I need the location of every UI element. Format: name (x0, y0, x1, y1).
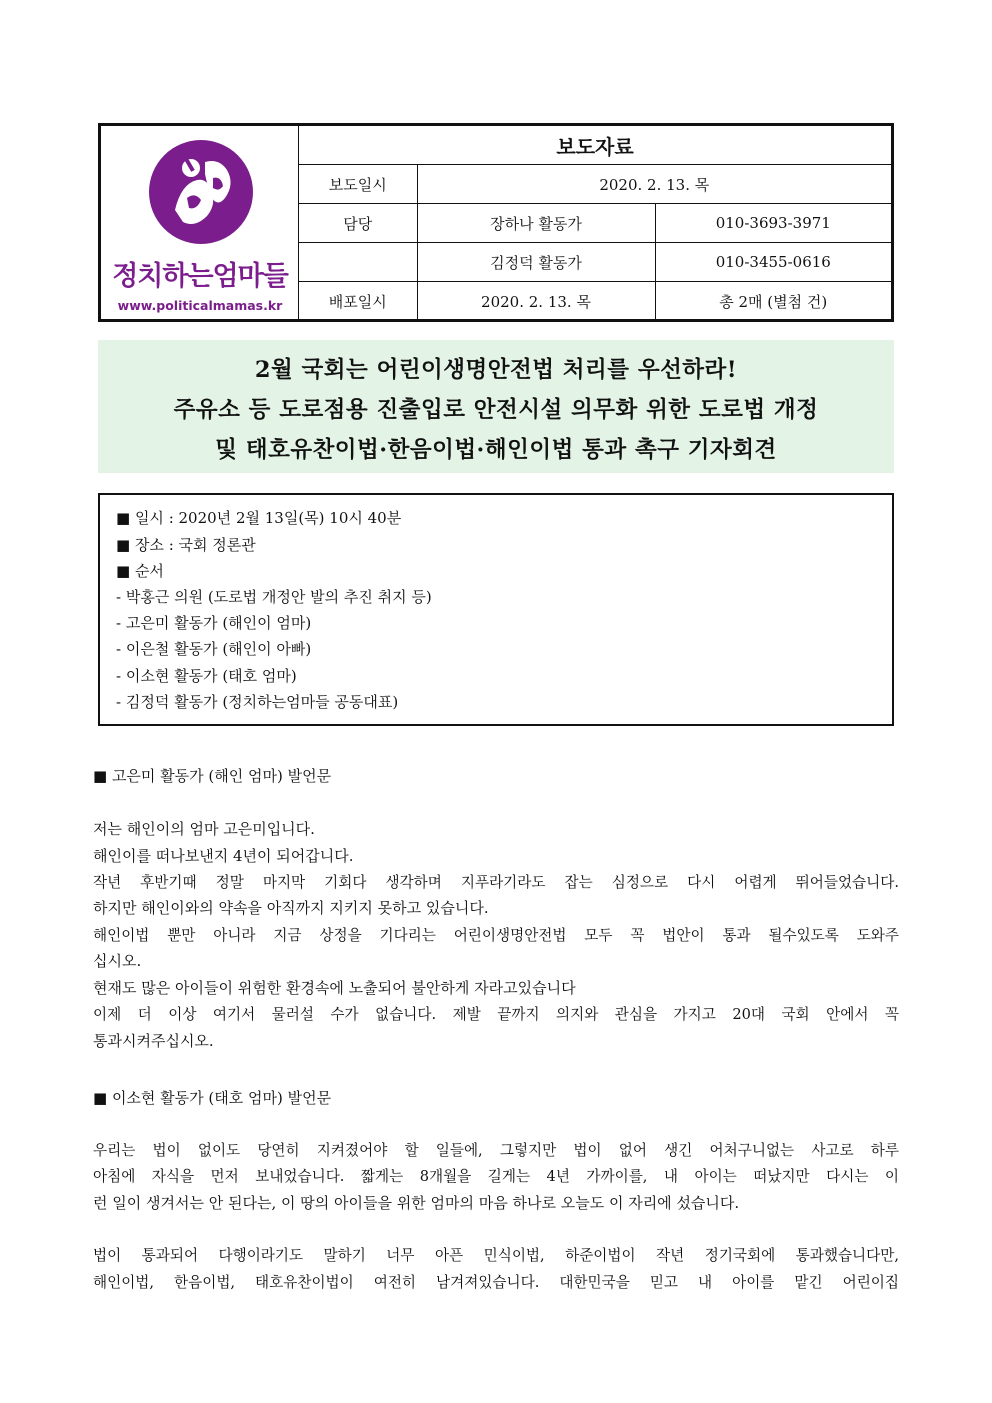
event-time: ■ 일시 : 2020년 2월 13일(목) 10시 40분 (116, 509, 402, 527)
paragraph-line: 십시오. (93, 952, 142, 970)
event-program-item: - 김정덕 활동가 (정치하는엄마들 공동대표) (116, 693, 399, 711)
logo-cell (101, 126, 299, 319)
contact-label-empty (299, 243, 417, 282)
paragraph-line: 현재도 많은 아이들이 위험한 환경속에 노출되어 불안하게 자라고있습니다 (93, 979, 576, 997)
paragraph-line: 런 일이 생겨서는 안 된다는, 이 땅의 아이들을 위한 엄마의 마음 하나로 오늘도 이 자리에 섰습니다. (93, 1194, 740, 1212)
paragraph-line: 해인이법 뿐만 아니라 지금 상정을 기다리는 어린이생명안전법 모두 꼭 법안이 통과 될수있도록 도와주 (93, 927, 899, 944)
info-table (299, 126, 891, 320)
paragraph-line: 작년 후반기때 정말 마지막 기회다 생각하며 지푸라기라도 잡는 심정으로 다시 어렵게 뛰어들었습니다. (93, 874, 899, 891)
event-place: ■ 장소 : 국회 정론관 (116, 536, 256, 554)
contact-phone-1: 010-3693-3971 (655, 204, 891, 243)
section-heading: ■ 고은미 활동가 (해인 엄마) 발언문 (93, 767, 332, 785)
title-line-2: 주유소 등 도로점용 진출입로 안전시설 의무화 위한 도로법 개정 (173, 397, 819, 423)
organization-logo-icon (147, 138, 255, 246)
organization-name: 정치하는엄마들 (112, 261, 288, 292)
paragraph-line: 이제 더 이상 여기서 물러설 수가 없습니다. 제발 끝까지 의지와 관심을 가지고 20대 국회 안에서 꼭 (93, 1006, 899, 1023)
paragraph-line: 우리는 법이 없이도 당연히 지켜졌어야 할 일들에, 그렇지만 법이 없어 생긴 어처구니없는 사고로 하루 (93, 1142, 899, 1159)
contact-name-2: 김정덕 활동가 (417, 243, 655, 282)
paragraph-line: 법이 통과되어 다행이라기도 말하기 너무 아픈 민식이법, 하준이법이 작년 정기국회에 통과했습니다만, (93, 1247, 899, 1264)
paragraph-line: 아침에 자식을 먼저 보내었습니다. 짧게는 8개월을 길게는 4년 가까이를, 내 아이는 떠났지만 다시는 이 (93, 1168, 899, 1185)
document-type: 보도자료 (299, 126, 891, 165)
distribution-date-value: 2020. 2. 13. 목 (417, 282, 655, 321)
organization-url: www.politicalmamas.kr (117, 298, 283, 313)
section-heading: ■ 이소현 활동가 (태호 엄마) 발언문 (93, 1089, 332, 1107)
title-line-1: 2월 국회는 어린이생명안전법 처리를 우선하라! (254, 357, 738, 383)
paragraph-line: 하지만 해인이와의 약속을 아직까지 지키지 못하고 있습니다. (93, 899, 489, 917)
event-program-heading: ■ 순서 (116, 562, 164, 580)
paragraph-line: 통과시켜주십시오. (93, 1032, 214, 1050)
event-program-item: - 이소현 활동가 (태호 엄마) (116, 667, 297, 685)
paragraph-line: 해인이를 떠나보낸지 4년이 되어갑니다. (93, 847, 354, 865)
release-date-value: 2020. 2. 13. 목 (417, 165, 891, 204)
paragraph-line: 해인이법, 한음이법, 태호유찬이법이 여전히 남겨져있습니다. 대한민국을 믿고 내 아이를 맡긴 어린이집 (93, 1274, 899, 1291)
event-program-item: - 이은철 활동가 (해인이 아빠) (116, 640, 312, 658)
header-table (98, 123, 894, 322)
event-program-item: - 고은미 활동가 (해인이 엄마) (116, 614, 312, 632)
event-info-box (98, 493, 894, 726)
title-banner (98, 340, 894, 473)
title-line-3: 및 태호유찬이법·한음이법·해인이법 통과 촉구 기자회견 (215, 437, 777, 463)
contact-name-1: 장하나 활동가 (417, 204, 655, 243)
release-date-label: 보도일시 (299, 165, 417, 204)
event-program-item: - 박홍근 의원 (도로법 개정안 발의 추진 취지 등) (116, 588, 432, 606)
paragraph-line: 저는 해인이의 엄마 고은미입니다. (93, 820, 315, 838)
contact-label: 담당 (299, 204, 417, 243)
contact-phone-2: 010-3455-0616 (655, 243, 891, 282)
distribution-date-label: 배포일시 (299, 282, 417, 321)
page-count: 총 2매 (별첨 건) (655, 282, 891, 321)
